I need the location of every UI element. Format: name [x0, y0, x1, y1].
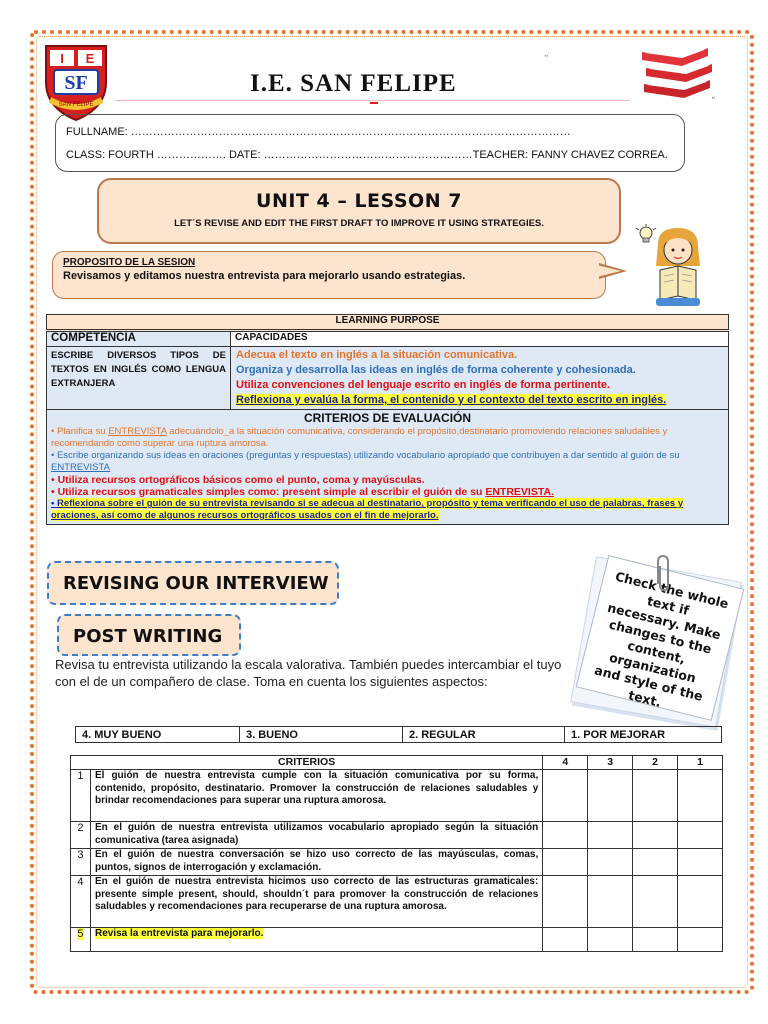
score-header: 1: [678, 756, 723, 770]
capacidad-3: Utiliza convenciones del lenguaje escrito en inglés de forma pertinente.: [236, 379, 611, 391]
school-title: I.E. SAN FELIPE: [250, 70, 457, 97]
row-criterion: En el guión de nuestra conversación se hizo uso correcto de las mayúsculas, comas, puntos, signos de interrogación y exclamación.: [90, 849, 542, 876]
unit-banner: [97, 178, 621, 244]
score-cell[interactable]: [543, 928, 588, 952]
criterio-4: • Utiliza recursos gramaticales simples como: present simple al escribir el guión de su ENTREVISTA.: [51, 486, 554, 498]
unit-title: UNIT 4 – LESSON 7: [256, 190, 462, 212]
score-cell[interactable]: [633, 928, 678, 952]
score-cell[interactable]: [588, 849, 633, 876]
svg-text:SF: SF: [64, 72, 88, 94]
criterio-3: • Utiliza recursos ortográficos básicos como el punto, coma y mayúsculas.: [51, 474, 425, 486]
score-cell[interactable]: [633, 770, 678, 822]
session-purpose: [52, 251, 606, 299]
girl-reading-illustration: [640, 226, 716, 308]
capacidad-2: Organiza y desarrolla las ideas en inglés de forma coherente y cohesionada.: [236, 364, 636, 376]
title-underline: [115, 100, 630, 101]
stray-mark: ": [545, 54, 548, 63]
table-row: [71, 876, 723, 928]
purpose-text: Revisamos y editamos nuestra entrevista para mejorarlo usando estrategias.: [63, 270, 466, 282]
capacidades-label: CAPACIDADES: [231, 331, 729, 347]
score-cell[interactable]: [588, 876, 633, 928]
competencia-label: COMPETENCIA: [47, 331, 231, 347]
scale-1: 1. POR MEJORAR: [565, 727, 722, 743]
criterio-1: • Planifica su ENTREVISTA adecuándolo_a la situación comunicativa, considerando el propósito,destinatario promoviendo relaciones saludables y recomendando como superar una ruptura amorosa.: [51, 426, 668, 449]
table-row: [71, 849, 723, 876]
student-info-box: [55, 114, 685, 172]
class-date-teacher-line[interactable]: CLASS: FOURTH ………………. DATE: …………………………………………………TEACHER: FANNY CHAVEZ CORREA.: [66, 149, 668, 161]
score-cell[interactable]: [588, 928, 633, 952]
paperclip-icon: [652, 554, 674, 592]
score-cell[interactable]: [678, 849, 723, 876]
score-cell[interactable]: [633, 849, 678, 876]
score-header: 3: [588, 756, 633, 770]
purpose-heading: PROPOSITO DE LA SESION: [63, 257, 196, 268]
score-cell[interactable]: [543, 849, 588, 876]
score-header: 2: [633, 756, 678, 770]
competencia-text: ESCRIBE DIVERSOS TIPOS DE TEXTOS EN INGLÉS COMO LENGUA EXTRANJERA: [47, 347, 231, 410]
row-criterion: En el guión de nuestra entrevista utilizamos vocabulario apropiado según la situación comunicativa (tarea asignada): [90, 822, 542, 849]
row-criterion: El guión de nuestra entrevista cumple con la situación comunicativa por su forma, contenido, propósito, destinatario. Promover la construcción de relaciones saludables y brindar recomendaciones para superar una ruptura amorosa.: [90, 770, 542, 822]
svg-text:SAN FELIPE: SAN FELIPE: [58, 102, 94, 108]
sticky-note: Check the whole text if necessary. Make changes to the content, organization and style of the text.: [576, 555, 745, 721]
title-underline-tick: [370, 102, 378, 104]
criterios-heading: CRITERIOS DE EVALUACIÓN: [303, 411, 472, 425]
learning-purpose-table: [46, 314, 729, 525]
capacidad-1: Adecua el texto en inglés a la situación comunicativa.: [236, 349, 518, 361]
criterios-column-header: CRITERIOS: [71, 756, 543, 770]
criterios-evaluacion: [47, 410, 729, 525]
criterio-2: • Escribe organizando sus ideas en oraciones (preguntas y respuestas) utilizando vocabulario apropiado que contribuyen a dar sentido al guión de su ENTREVISTA: [51, 450, 680, 473]
books-icon: [636, 44, 716, 102]
bubble-tail-fill: [597, 265, 621, 277]
score-cell[interactable]: [678, 876, 723, 928]
instructions-text: Revisa tu entrevista utilizando la escala valorativa. También puedes intercambiar el tuyo con el de un compañero de clase. Toma en cuenta los siguientes aspectos:: [55, 657, 562, 689]
score-cell[interactable]: [633, 822, 678, 849]
stray-mark: ": [712, 96, 715, 105]
row-criterion: En el guión de nuestra entrevista hicimos uso correcto de las estructuras gramaticales: presente simple present, should, shouldn´t para promover la construcción de relaciones saludables y recomendaciones para recuperarse de una ruptura amorosa.: [90, 876, 542, 928]
scale-2: 2. REGULAR: [403, 727, 565, 743]
table-row: [71, 928, 723, 952]
capacidad-4: Reflexiona y evalúa la forma, el contenido y el contexto del texto escrito en inglés.: [236, 394, 667, 406]
score-cell[interactable]: [543, 822, 588, 849]
score-header: 4: [543, 756, 588, 770]
score-cell[interactable]: [633, 876, 678, 928]
capacidades-list: [231, 347, 729, 410]
rating-scale: [75, 726, 722, 743]
score-cell[interactable]: [588, 770, 633, 822]
scale-3: 3. BUENO: [240, 727, 403, 743]
unit-subtitle: LET´S REVISE AND EDIT THE FIRST DRAFT TO IMPROVE IT USING STRATEGIES.: [174, 218, 544, 229]
table-row: [71, 770, 723, 822]
learning-purpose-heading: LEARNING PURPOSE: [47, 315, 729, 331]
table-row: [71, 822, 723, 849]
score-cell[interactable]: [543, 876, 588, 928]
row-number: 4: [71, 876, 91, 928]
row-number: 2: [71, 822, 91, 849]
score-cell[interactable]: [678, 822, 723, 849]
criterio-5: • Reflexiona sobre el guión de su entrevista revisando si se adecua al destinatario, propósito y tema verificando el uso de palabras, frases y oraciones, así como de algunos recursos ortográficos usados con el fin de mejorarlo.: [51, 498, 684, 521]
row-number: 5: [71, 928, 91, 952]
fullname-line[interactable]: FULLNAME: …………………………………………………………………………………………………………: [66, 126, 571, 138]
score-cell[interactable]: [678, 928, 723, 952]
score-cell[interactable]: [543, 770, 588, 822]
revising-heading: REVISING OUR INTERVIEW: [47, 561, 339, 605]
row-number: 1: [71, 770, 91, 822]
row-criterion: Revisa la entrevista para mejorarlo.: [90, 928, 542, 952]
row-number: 3: [71, 849, 91, 876]
svg-text:I: I: [60, 51, 64, 66]
school-logo: [40, 42, 112, 122]
score-cell[interactable]: [588, 822, 633, 849]
score-cell[interactable]: [678, 770, 723, 822]
svg-text:E: E: [85, 51, 95, 66]
post-writing-heading: POST WRITING: [57, 614, 241, 656]
rubric-table: [70, 755, 723, 952]
scale-4: 4. MUY BUENO: [76, 727, 240, 743]
